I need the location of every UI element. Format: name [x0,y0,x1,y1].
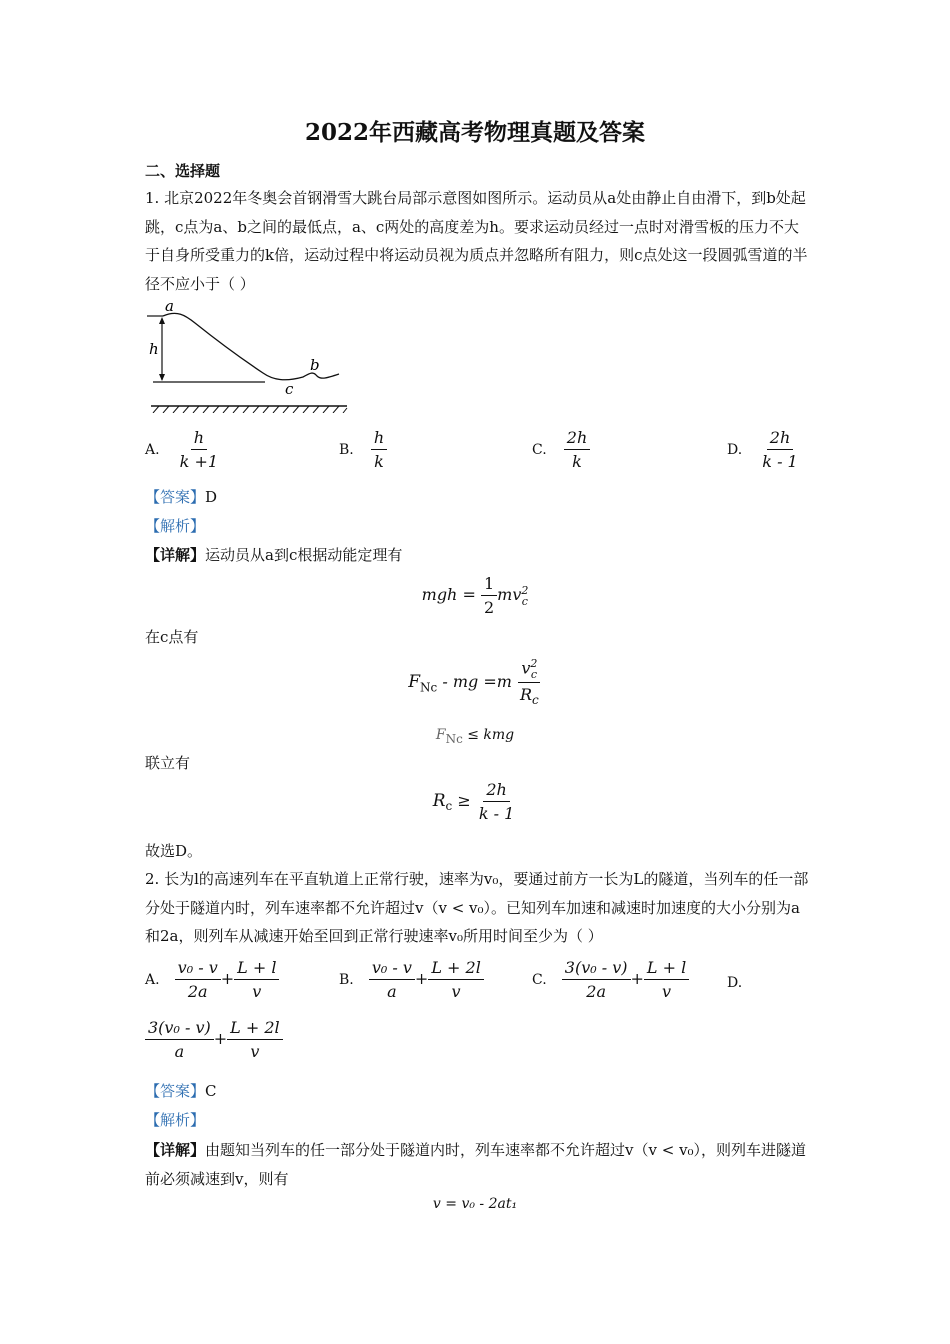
q1-analysis-tag: 【解析】 [145,517,206,535]
q2-analysis-tag: 【解析】 [145,1111,206,1129]
q1-at-c: 在c点有 [145,628,199,646]
height-arrow-down [159,374,165,381]
q1-eq1: mgh = $\frac{1}{2}$ mv 2 c [421,574,529,617]
q1-eq2: $F_{Nc}$ - mg =m v 2 c $R_c$ [408,657,539,708]
question-1-options [145,428,825,476]
ski-jump-figure [145,298,350,413]
question-2-options-row [145,958,825,1006]
q2-option-d-label: D. [727,975,743,991]
option-b[interactable]: B. $\frac{h}{k}$ [339,428,387,471]
q2-option-a[interactable]: A. $\frac{\text{v₀ - v}}{2a}$ + $\frac{L + l}{v}$ [145,958,279,1001]
section-heading: 二、选择题 [145,162,221,180]
q2-detail: 【详解】由题知当列车的任一部分处于隧道内时，列车速率都不允许超过v（v < v₀），则列车进隧道前必须减速到v，则有 [145,1141,807,1188]
label-b: b [310,356,320,374]
q1-answer: 【答案】D [145,488,218,506]
option-d[interactable]: D. $\frac{2h}{k - 1}$ [727,428,798,471]
label-h: h [149,340,159,358]
ground-hatch [153,406,347,413]
q2-option-d[interactable]: $\frac{\text{3(v₀ - v)}}{a}$ + $\frac{L + 2l}{v}$ [145,1018,283,1061]
q1-combine: 联立有 [145,754,191,772]
height-arrow-up [159,317,165,324]
q2-answer: 【答案】C [145,1082,217,1100]
label-a: a [165,298,174,315]
q1-eq4: $R_c$ ≥ $\frac{2h}{k - 1}$ [432,780,515,823]
q1-detail: 【详解】运动员从a到c根据动能定理有 [145,546,403,564]
page-title: 2022年西藏高考物理真题及答案 [304,119,645,146]
option-c[interactable]: C. $\frac{2h}{k}$ [532,428,590,471]
q1-conclusion: 故选D。 [145,842,203,860]
question-1-text: 1. 北京2022年冬奥会首钢滑雪大跳台局部示意图如图所示。运动员从a处由静止自由滑下，到b处起跳，c点为a、b之间的最低点，a、c两处的高度差为h。要求运动员经过一点时对滑雪板的压力不大于自身所受重力的k倍，运动过程中将运动员视为质点并忽略所有阻力，则c点处这一段圆弧雪道的半径不应小于（ ） [145,189,808,293]
question-2-text: 2. 长为l的高速列车在平直轨道上正常行驶，速率为v₀，要通过前方一长为L的隧道，当列车的任一部分处于隧道内时，列车速率都不允许超过v（v < v₀）。已知列车加速和减速时加速度的大小分别为a和2a，则列车从减速开始至回到正常行驶速率v₀所用时间至少为（ ） [145,870,809,945]
q2-option-c[interactable]: C. $\frac{\text{3(v₀ - v)}}{2a}$ + $\frac{L + l}{v}$ [532,958,689,1001]
q1-eq3: $F_{Nc}$ ≤ kmg [435,727,515,747]
label-c: c [285,380,294,398]
q2-option-b[interactable]: B. $\frac{\text{v₀ - v}}{a}$ + $\frac{L + 2l}{v}$ [339,958,484,1001]
q2-eq1: v = v₀ - 2at₁ [432,1196,518,1212]
option-a[interactable]: A. $\frac{h}{k +1}$ [145,428,219,471]
